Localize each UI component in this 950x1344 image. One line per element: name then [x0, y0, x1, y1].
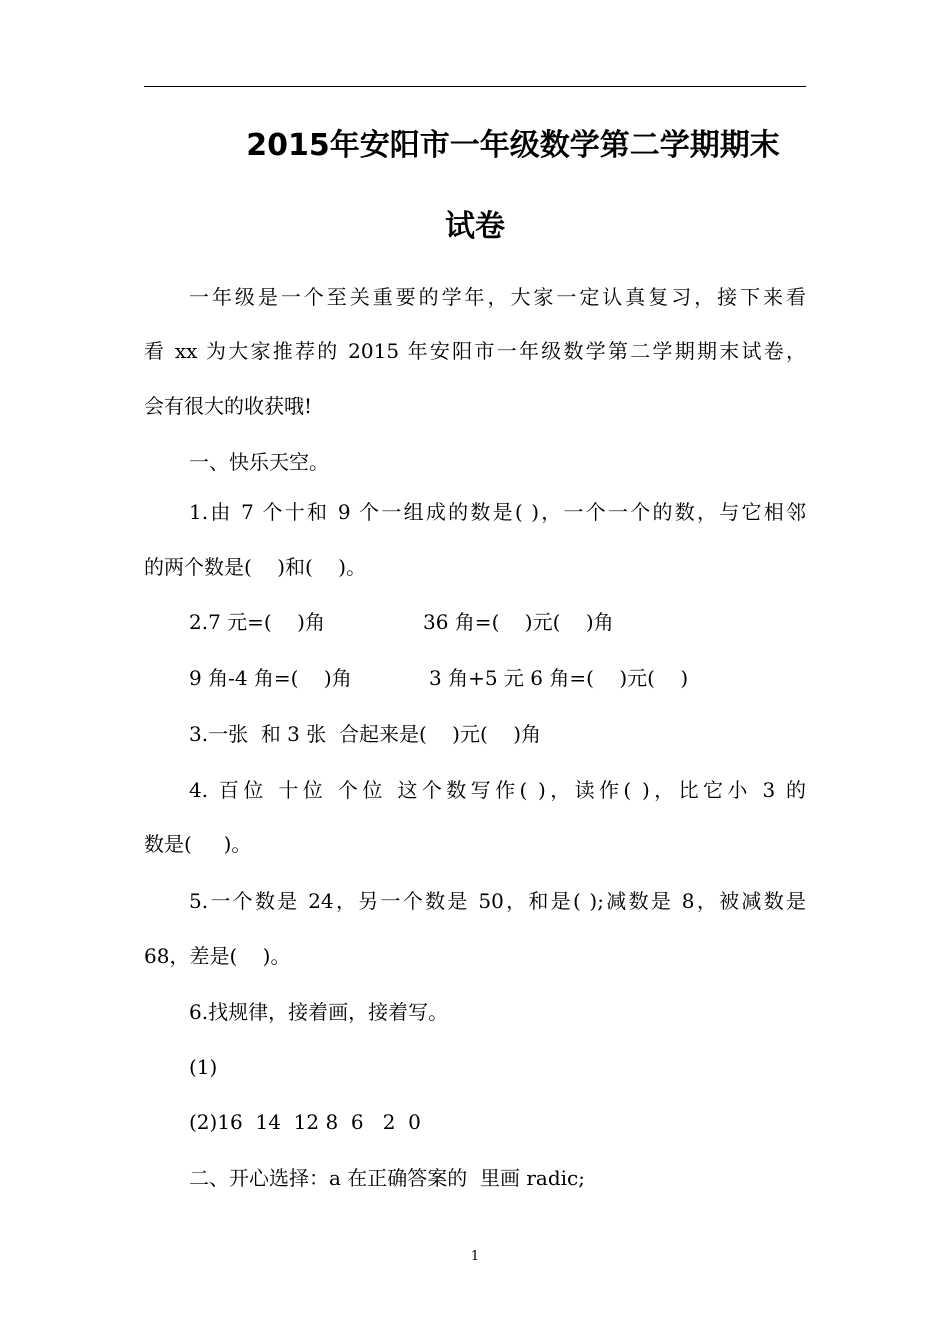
question-2-row-1-left: 2.7 元=( )角 — [189, 610, 325, 634]
question-2-row-1-right: 36 角=( )元( )角 — [423, 610, 614, 634]
intro-line-2: 看 xx 为大家推荐的 2015 年安阳市一年级数学第二学期期末试卷， — [144, 339, 806, 363]
question-4-line-2: 数是( )。 — [144, 832, 252, 856]
question-6: 6.找规律，接着画，接着写。 — [189, 1000, 449, 1024]
page-title-line-1: 2015年安阳市一年级数学第二学期期末 — [246, 128, 780, 163]
section-1-heading: 一、快乐天空。 — [189, 450, 329, 474]
header-rule — [144, 86, 806, 87]
question-6-part-1: (1) — [189, 1055, 218, 1079]
question-4-line-1: 4. 百位 十位 个位 这个数写作( )，读作( )，比它小 3 的 — [189, 778, 806, 802]
intro-line-3: 会有很大的收获哦! — [144, 394, 313, 418]
question-1-line-1: 1.由 7 个十和 9 个一组成的数是( )，一个一个的数，与它相邻 — [189, 500, 806, 524]
question-6-part-2: (2)16 14 12 8 6 2 0 — [189, 1110, 421, 1134]
intro-line-1: 一年级是一个至关重要的学年，大家一定认真复习，接下来看 — [189, 285, 806, 309]
question-5-line-1: 5.一个数是 24，另一个数是 50，和是( );减数是 8，被减数是 — [189, 889, 806, 913]
section-2-heading: 二、开心选择：a 在正确答案的 里画 radic; — [189, 1166, 585, 1190]
page-number: 1 — [470, 1249, 480, 1264]
question-2-row-2-right: 3 角+5 元 6 角=( )元( ) — [429, 666, 689, 690]
page-title-line-2: 试卷 — [445, 209, 505, 244]
question-5-line-2: 68，差是( )。 — [144, 944, 291, 968]
question-2-row-2-left: 9 角-4 角=( )角 — [189, 666, 352, 690]
question-3: 3.一张 和 3 张 合起来是( )元( )角 — [189, 722, 542, 746]
question-1-line-2: 的两个数是( )和( )。 — [144, 555, 367, 579]
